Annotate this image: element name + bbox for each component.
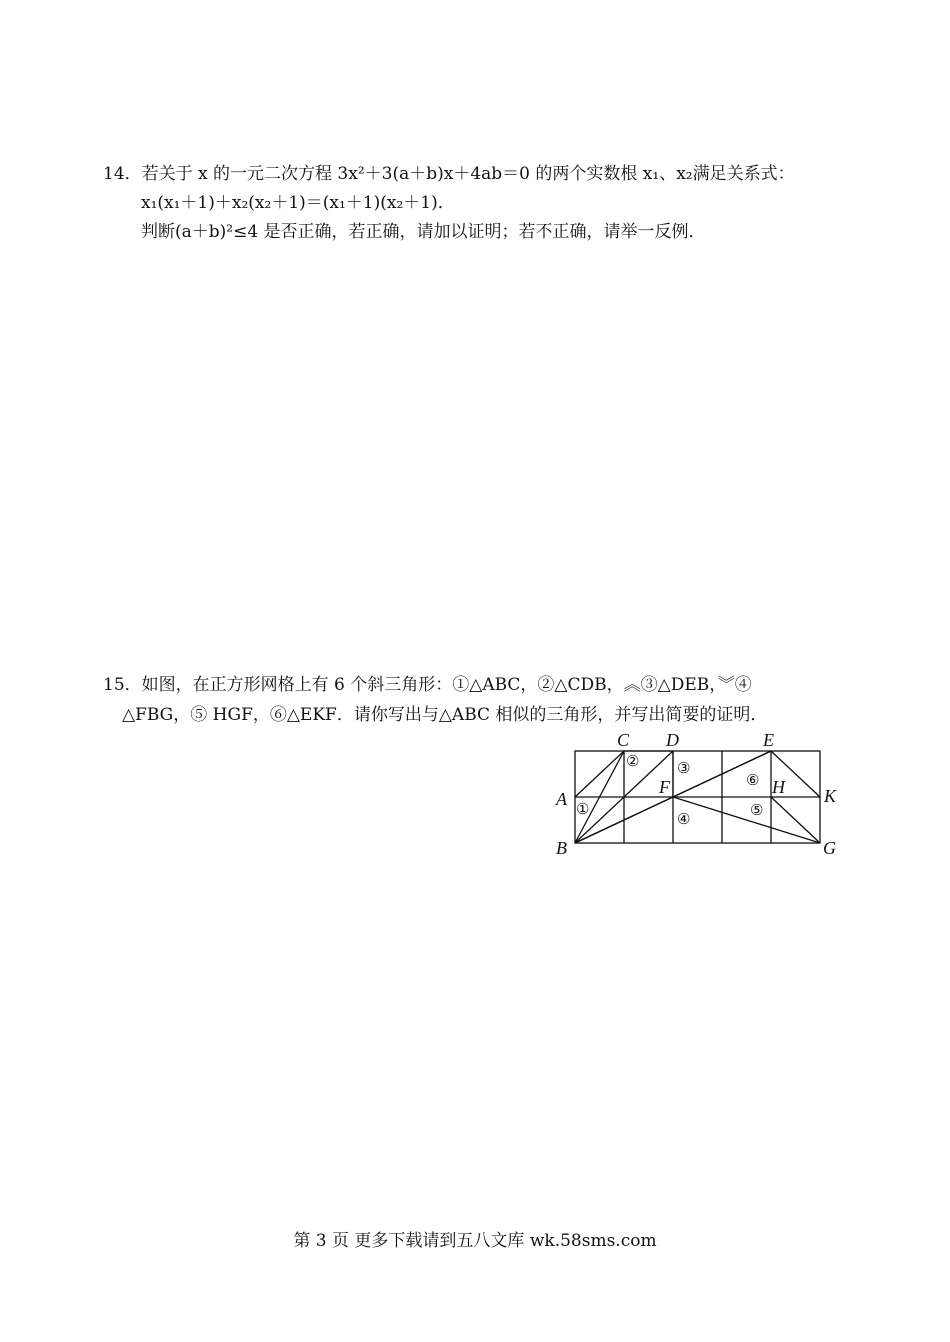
label-A: A — [556, 789, 567, 809]
circled-4: ④ — [677, 812, 691, 828]
circled-1: ① — [576, 802, 590, 818]
circled-6: ⑥ — [746, 773, 760, 789]
circled-2: ② — [626, 754, 640, 770]
label-E: E — [763, 730, 774, 750]
label-D: D — [666, 730, 679, 750]
label-G: G — [823, 838, 836, 858]
grid-lines — [575, 751, 820, 843]
q14-line-1: 14．若关于 x 的一元二次方程 3x²＋3(a＋b)x＋4ab＝0 的两个实数根 x₁、x₂满足关系式： — [103, 164, 795, 184]
q14-line-3: 判断(a＋b)²≤4 是否正确，若正确，请加以证明；若不正确，请举一反例． — [141, 222, 706, 242]
label-F: F — [659, 777, 670, 797]
grid-figure — [553, 726, 853, 866]
q14-line-2: x₁(x₁＋1)＋x₂(x₂＋1)＝(x₁＋1)(x₂＋1)． — [141, 193, 455, 213]
page-footer: 第 3 页 更多下载请到五八文库 wk.58sms.com — [293, 1231, 657, 1251]
label-B: B — [556, 838, 567, 858]
q15-line-1: 15．如图，在正方形网格上有 6 个斜三角形：①△ABC，②△CDB，︽③△DEB，︾④ — [103, 675, 752, 695]
q15-line-2: △FBG，⑤ HGF，⑥△EKF．请你写出与△ABC 相似的三角形，并写出简要的证明． — [122, 705, 768, 725]
label-H: H — [772, 777, 785, 797]
circled-5: ⑤ — [750, 803, 764, 819]
label-C: C — [617, 730, 630, 750]
circled-3: ③ — [677, 761, 691, 777]
label-K: K — [824, 786, 837, 806]
